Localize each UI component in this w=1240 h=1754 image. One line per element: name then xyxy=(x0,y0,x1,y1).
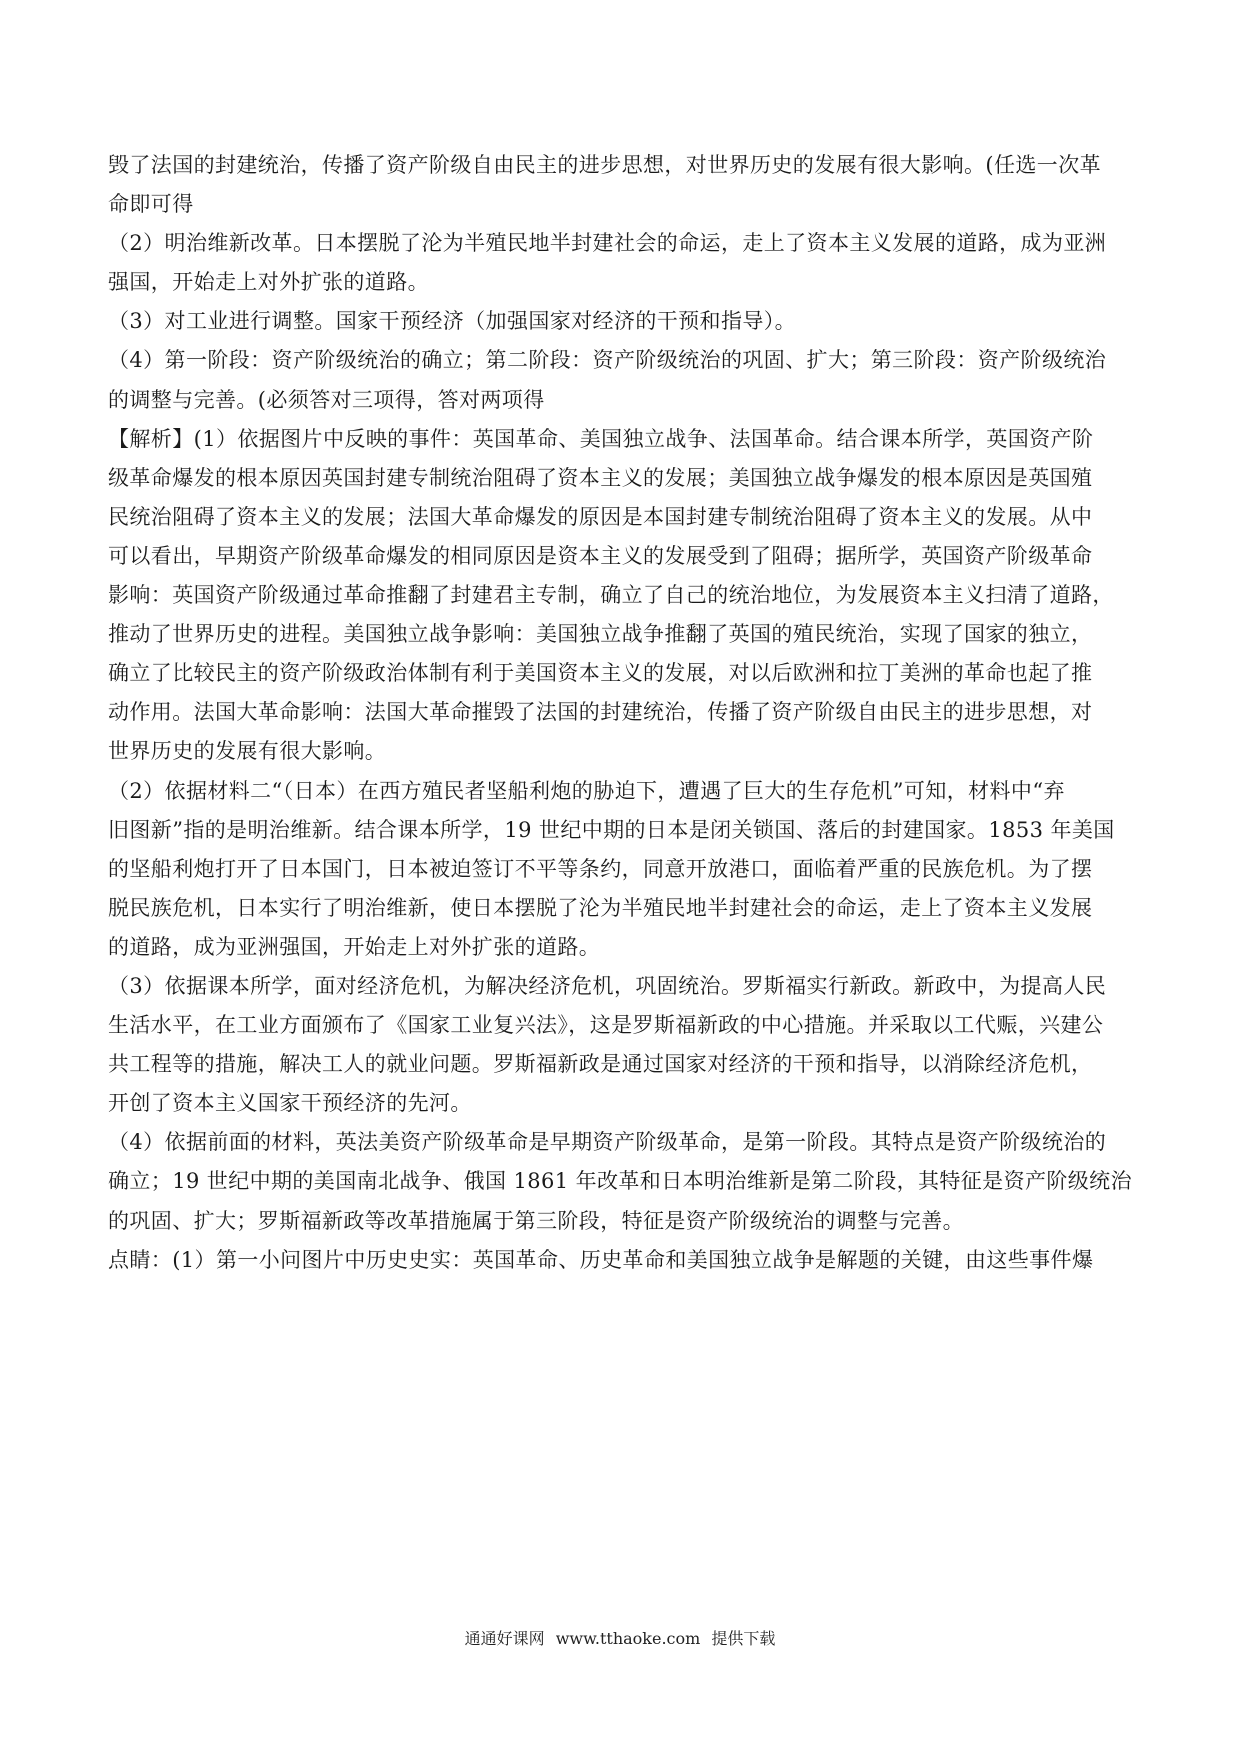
text-line: 民统治阻碍了资本主义的发展；法国大革命爆发的原因是本国封建专制统治阻碍了资本主义的发展。从中 xyxy=(108,504,1093,529)
footer-suffix: 提供下载 xyxy=(711,1629,776,1648)
text-line: 共工程等的措施，解决工人的就业问题。罗斯福新政是通过国家对经济的干预和指导，以消除经济危机， xyxy=(108,1052,1093,1077)
hint-line: 点睛：(1）第一小问图片中历史史实：英国革命、历史革命和美国独立战争是解题的关键，由这些事件爆 xyxy=(108,1247,1094,1272)
text-line: 世界历史的发展有很大影响。 xyxy=(108,739,387,764)
text-line: （4）依据前面的材料，英法美资产阶级革命是早期资产阶级革命，是第一阶段。其特点是资产阶级统治的 xyxy=(108,1130,1107,1155)
analysis-line: 【解析】(1）依据图片中反映的事件：英国革命、美国独立战争、法国革命。结合课本所学，英国资产阶 xyxy=(108,426,1094,451)
text-line: （2）明治维新改革。日本摆脱了沦为半殖民地半封建社会的命运，走上了资本主义发展的道路，成为亚洲 xyxy=(108,231,1107,256)
text-line: 旧图新”指的是明治维新。结合课本所学，19 世纪中期的日本是闭关锁国、落后的封建国家。1853 年美国 xyxy=(108,817,1115,842)
footer-url[interactable]: www.tthaoke.com xyxy=(555,1629,701,1648)
text-line: 的道路，成为亚洲强国，开始走上对外扩张的道路。 xyxy=(108,934,601,959)
text-line: 确立了比较民主的资产阶级政治体制有利于美国资本主义的发展，对以后欧洲和拉丁美洲的革命也起了推 xyxy=(108,661,1093,686)
text-line: 的巩固、扩大；罗斯福新政等改革措施属于第三阶段，特征是资产阶级统治的调整与完善。 xyxy=(108,1208,964,1233)
text-line: 的坚船利炮打开了日本国门，日本被迫签订不平等条约，同意开放港口，面临着严重的民族危机。为了摆 xyxy=(108,856,1093,881)
document-body xyxy=(108,146,1133,1280)
text-line: 开创了资本主义国家干预经济的先河。 xyxy=(108,1091,472,1116)
text-line: 生活水平，在工业方面颁布了《国家工业复兴法》，这是罗斯福新政的中心措施。并采取以工代赈，兴建公 xyxy=(108,1013,1104,1038)
text-line: （3）对工业进行调整。国家干预经济（加强国家对经济的干预和指导）。 xyxy=(108,309,797,334)
text-line: 可以看出，早期资产阶级革命爆发的相同原因是资本主义的发展受到了阻碍；据所学，英国资产阶级革命 xyxy=(108,543,1093,568)
text-line: 命即可得 xyxy=(108,192,194,217)
text-line: 的调整与完善。(必须答对三项得，答对两项得 xyxy=(108,387,545,412)
text-line: 确立；19 世纪中期的美国南北战争、俄国 1861 年改革和日本明治维新是第二阶段，其特征是资产阶级统治 xyxy=(108,1169,1132,1194)
footer-site-name: 通通好课网 xyxy=(464,1629,545,1648)
text-line: （4）第一阶段：资产阶级统治的确立；第二阶段：资产阶级统治的巩固、扩大；第三阶段：资产阶级统治 xyxy=(108,348,1107,373)
text-line: 脱民族危机，日本实行了明治维新，使日本摆脱了沦为半殖民地半封建社会的命运，走上了资本主义发展 xyxy=(108,895,1093,920)
text-line: （3）依据课本所学，面对经济危机，为解决经济危机，巩固统治。罗斯福实行新政。新政中，为提高人民 xyxy=(108,973,1107,998)
text-line: 影响：英国资产阶级通过革命推翻了封建君主专制，确立了自己的统治地位，为发展资本主义扫清了道路， xyxy=(108,583,1114,608)
page-footer xyxy=(0,1626,1240,1649)
text-line: 动作用。法国大革命影响：法国大革命摧毁了法国的封建统治，传播了资产阶级自由民主的进步思想，对 xyxy=(108,700,1093,725)
text-line: 毁了法国的封建统治，传播了资产阶级自由民主的进步思想，对世界历史的发展有很大影响。(任选一次革 xyxy=(108,153,1101,177)
text-line: （2）依据材料二“（日本）在西方殖民者坚船利炮的胁迫下，遭遇了巨大的生存危机”可知，材料中“弃 xyxy=(108,778,1065,803)
text-line: 级革命爆发的根本原因英国封建专制统治阻碍了资本主义的发展；美国独立战争爆发的根本原因是英国殖 xyxy=(108,465,1093,490)
text-line: 强国，开始走上对外扩张的道路。 xyxy=(108,270,429,295)
text-line: 推动了世界历史的进程。美国独立战争影响：美国独立战争推翻了英国的殖民统治，实现了国家的独立， xyxy=(108,622,1093,647)
